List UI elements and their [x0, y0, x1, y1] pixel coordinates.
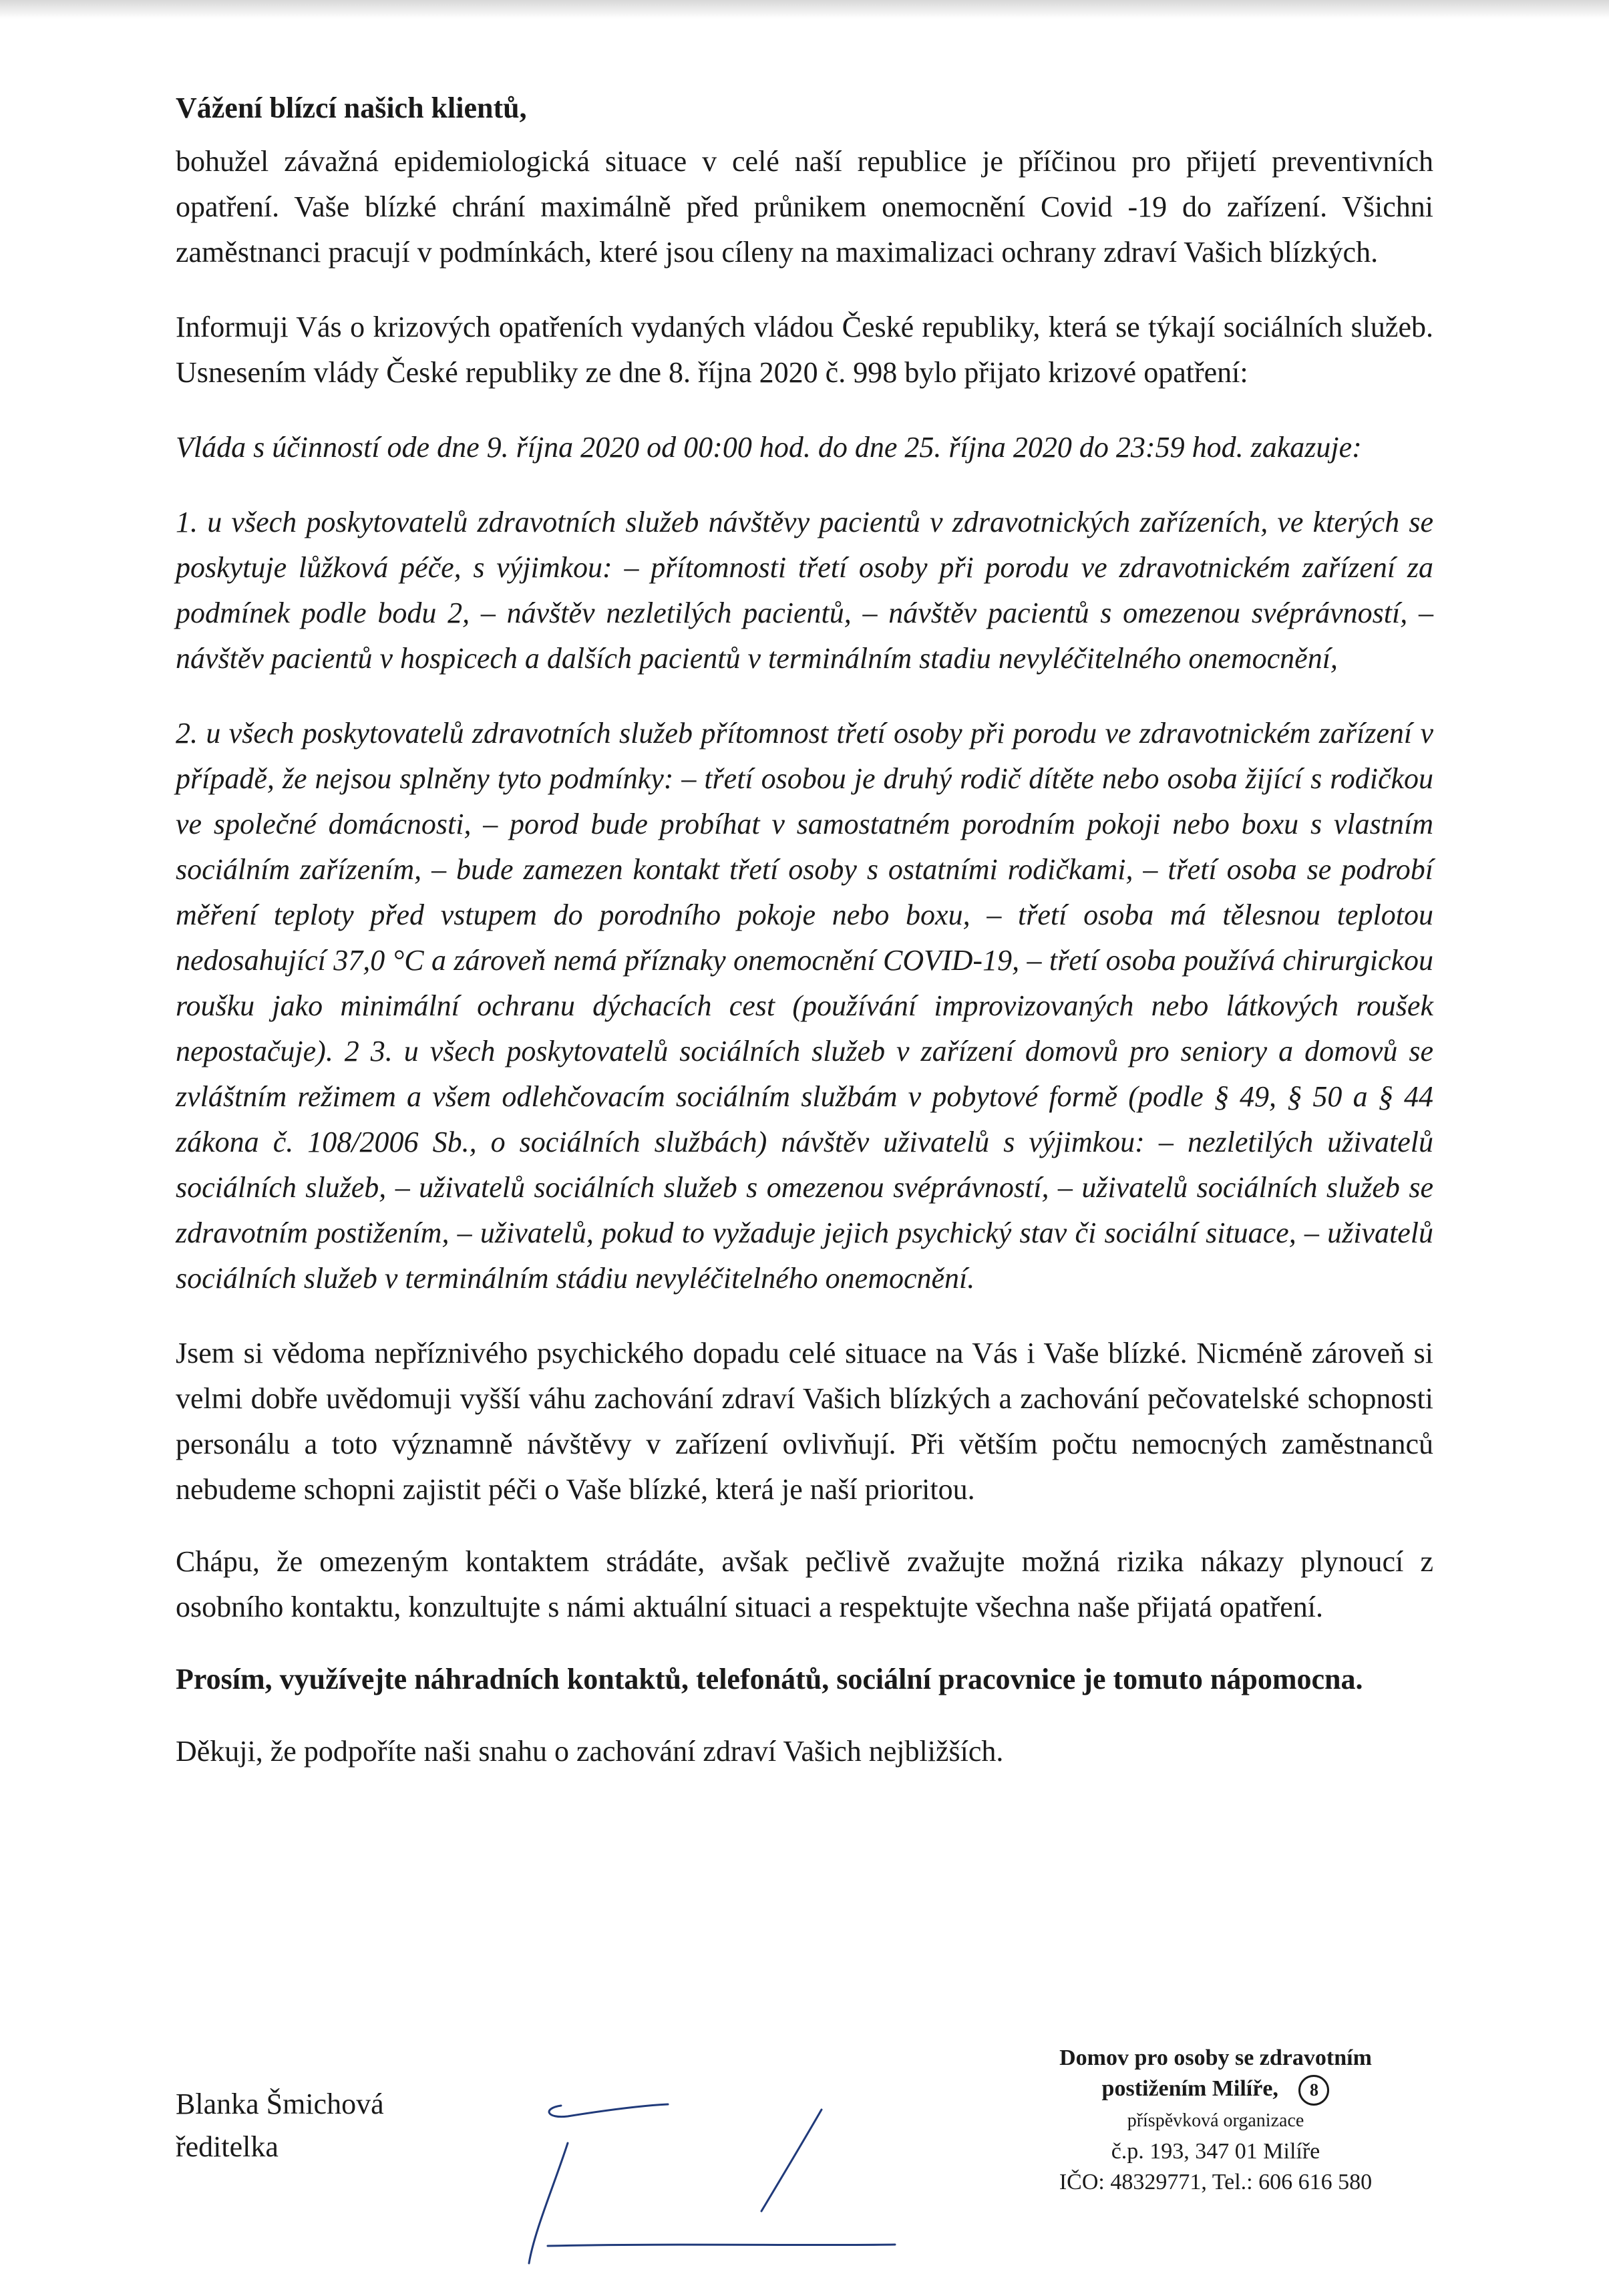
stamp-line-4: č.p. 193, 347 01 Milíře [1111, 2139, 1320, 2164]
decree-item-2: 2. u všech poskytovatelů zdravotních služeb přítomnost třetí osoby při porodu ve zdravotnickém zařízení v případě, že nejsou splněny tyto podmínky: – třetí osobou je druhý rodič dítěte nebo osoba žijící s rodičkou ve společné domácnosti, – porod bude probíhat v samostatném porodním pokoji nebo boxu s vlastním sociálním zařízením, – bude zamezen kontakt třetí osoby s ostatními rodičkami, – třetí osoba se podrobí měření teploty před vstupem do porodního pokoje nebo boxu, – třetí osoba má tělesnou teplotou nedosahující 37,0 °C a zároveň nemá příznaky onemocnění COVID-19, – třetí osoba používá chirurgickou roušku jako minimální ochranu dýchacích cest (používání improvizovaných nebo látkových roušek nepostačuje). 2 3. u všech poskytovatelů sociálních služeb v zařízení domovů pro seniory a domovů se zvláštním režimem a všem odlehčovacím sociálním službám v pobytové formě (podle § 49, § 50 a § 44 zákona č. 108/2006 Sb., o sociálních službách) návštěv uživatelů s výjimkou: – nezletilých uživatelů sociálních služeb, – uživatelů sociálních služeb s omezenou svéprávností, – uživatelů sociálních služeb se zdravotním postižením, – uživatelů, pokud to vyžaduje jejich psychický stav či sociální situace, – uživatelů sociálních služeb v terminálním stádiu nevyléčitelného onemocnění. [176, 717, 1433, 1295]
paragraph-impact: Jsem si vědoma nepříznivého psychického dopadu celé situace na Vás i Vaše blízké. Nicméně zároveň si velmi dobře uvědomuji vyšší váhu zachování zdraví Vašich blízkých a zachování pečovatelské schopnosti personálu a toto významně návštěvy v zařízení ovlivňují. Při větším počtu nemocných zaměstnanců nebudeme schopni zajistit péči o Vaše blízké, která je naší prioritou. [176, 1337, 1433, 1506]
paragraph-government-measures: Informuji Vás o krizových opatřeních vydaných vládou České republiky, která se týkají sociálních služeb. Usnesením vlády České republiky ze dne 8. října 2020 č. 998 bylo přijato krizové opatření: [176, 311, 1433, 389]
signature-stroke-slash [761, 2110, 822, 2211]
paragraph-request: Prosím, využívejte náhradních kontaktů, telefonátů, sociální pracovnice je tomuto nápomocna. [176, 1663, 1363, 1695]
signatory-name: Blanka Šmichová [176, 2088, 384, 2120]
stamp-badge: 8 [1298, 2075, 1329, 2106]
handwritten-signature [468, 2071, 948, 2271]
letter-body [176, 86, 1433, 1774]
decree-item-1: 1. u všech poskytovatelů zdravotních služeb návštěvy pacientů v zdravotnických zařízeních, ve kterých se poskytuje lůžková péče, s výjimkou: – přítomnosti třetí osoby při porodu ve zdravotnickém zařízení za podmínek podle bodu 2, – návštěv nezletilých pacientů, – návštěv pacientů s omezenou svéprávností, – návštěv pacientů v hospicech a dalších pacientů v terminálním stadiu nevyléčitelného onemocnění, [176, 506, 1433, 675]
letter-greeting: Vážení blízcí našich klientů, [176, 92, 527, 124]
paragraph-situation: bohužel závažná epidemiologická situace v celé naší republice je příčinou pro přijetí preventivních opatření. Vaše blízké chrání maximálně před průnikem onemocnění Covid -19 do zařízení. Všichni zaměstnanci pracují v podmínkách, které jsou cíleny na maximalizaci ochrany zdraví Vašich blízkých. [176, 145, 1433, 269]
decree-intro: Vláda s účinností ode dne 9. října 2020 od 00:00 hod. do dne 25. října 2020 do 23:59 hod. zakazuje: [176, 431, 1362, 464]
stamp-org-name: postižením Milíře, [1101, 2076, 1278, 2101]
stamp-line-2 [1015, 2074, 1416, 2106]
signature-stroke-top [549, 2104, 668, 2117]
signatory-title: ředitelka [176, 2130, 279, 2163]
signatory [176, 2083, 384, 2168]
scan-edge [0, 0, 1609, 19]
letter-closing: Děkuji, že podpoříte naši snahu o zachování zdraví Vašich nejbližších. [176, 1735, 1004, 1768]
signature-stroke-bottom [548, 2245, 895, 2246]
stamp-line-3: příspěvková organizace [1127, 2110, 1304, 2132]
stamp-line-5: IČO: 48329771, Tel.: 606 616 580 [1059, 2170, 1373, 2195]
stamp-line-1: Domov pro osoby se zdravotním [1059, 2045, 1372, 2070]
organization-stamp [1015, 2043, 1416, 2198]
paragraph-risk: Chápu, že omezeným kontaktem strádáte, avšak pečlivě zvažujte možná rizika nákazy plynoucí z osobního kontaktu, konzultujte s námi aktuální situaci a respektujte všechna naše přijatá opatření. [176, 1545, 1433, 1623]
